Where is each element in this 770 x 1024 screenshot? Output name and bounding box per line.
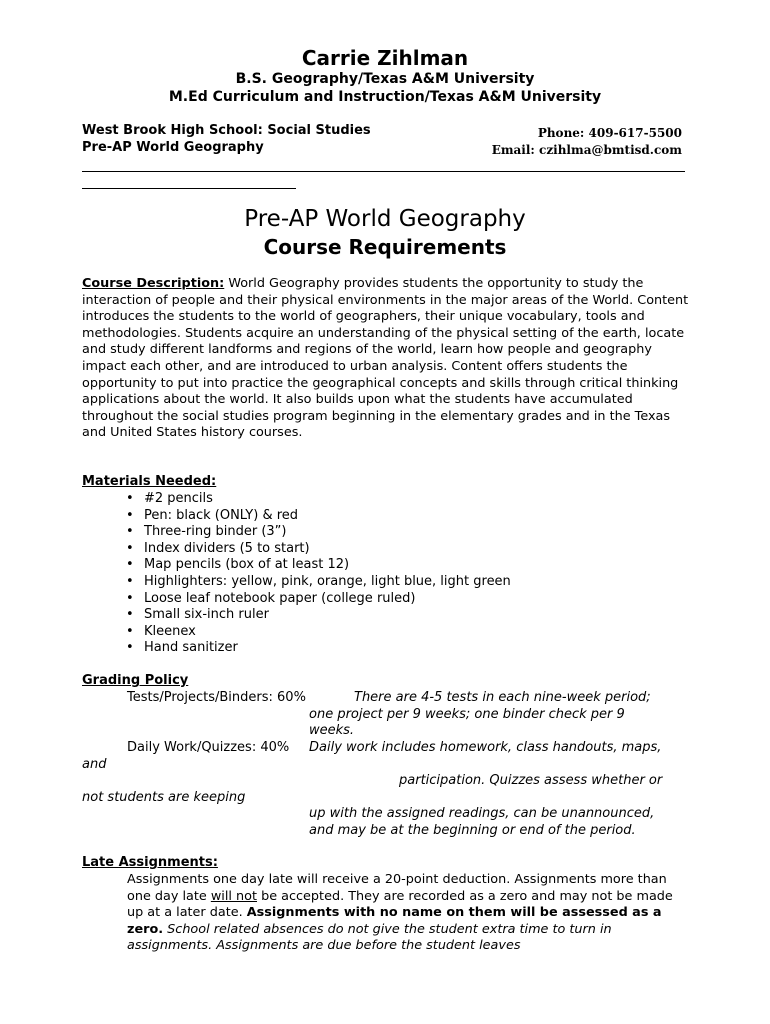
daily-weight: Daily Work/Quizzes: 40% xyxy=(127,740,290,755)
tests-note-line: one project per 9 weeks; one binder check per 9 xyxy=(309,707,625,722)
course-description-heading: Course Description: xyxy=(82,276,225,291)
credential-bs: B.S. Geography/Texas A&M University xyxy=(235,71,535,87)
late-text-part: Assignments one day late will receive a 20-point deduction. Assignments more than one day late xyxy=(127,872,667,904)
list-item: • Three-ring binder (3”) xyxy=(126,524,511,541)
late-heading: Late Assignments: xyxy=(82,855,218,870)
late-text-emphasis: will not xyxy=(210,888,258,904)
list-item: • Small six-inch ruler xyxy=(126,607,511,624)
daily-note-line: participation. Quizzes assess whether or xyxy=(399,773,663,788)
list-item: • Pen: black (ONLY) & red xyxy=(126,508,511,525)
late-text-part: be accepted. They are recorded as a zero and may not be made up at a later date. xyxy=(127,888,673,921)
divider-line-short xyxy=(82,188,296,189)
document-title: Pre-AP World Geography xyxy=(244,206,526,232)
document-subtitle: Course Requirements xyxy=(263,235,507,259)
tests-note-line: weeks. xyxy=(309,723,355,738)
credential-med: M.Ed Curriculum and Instruction/Texas A&M University xyxy=(168,89,602,105)
list-item: • #2 pencils xyxy=(126,491,511,508)
daily-note-line: not students are keeping xyxy=(82,790,246,805)
list-item: • Kleenex xyxy=(126,624,511,641)
course-description-text: World Geography provides students the opportunity to study the interaction of people and their physical environments in the major areas of the World. Content introduces the students to the world of geographers, their unique vocabulary, tools and methodologies. Students acquire an understanding of the physical setting of the earth, locate and study different landforms and regions of the world, learn how people and geography impact each other, and are introduced to urban analysis. Content offers students the opportunity to put into practice the geographical concepts and skills through critical thinking applications about the world. It also builds upon what the students have accumulated throughout the social studies program beginning in the elementary grades and in the Texas and United States history courses. xyxy=(82,276,689,441)
school-name: West Brook High School: Social Studies xyxy=(82,123,371,138)
daily-note-line: and xyxy=(82,757,107,772)
late-policy-text xyxy=(127,872,692,955)
materials-list xyxy=(126,491,511,657)
list-item: • Highlighters: yellow, pink, orange, light blue, light green xyxy=(126,574,511,591)
list-item: • Map pencils (box of at least 12) xyxy=(126,557,511,574)
list-item: • Hand sanitizer xyxy=(126,640,511,657)
late-text-bold: Assignments with no name on them will be assessed as a zero. xyxy=(127,905,662,937)
daily-note-line: and may be at the beginning or end of the period. xyxy=(309,823,636,838)
list-item: • Loose leaf notebook paper (college ruled) xyxy=(126,591,511,608)
materials-heading: Materials Needed: xyxy=(82,474,217,489)
author-name: Carrie Zihlman xyxy=(301,46,469,70)
grading-heading: Grading Policy xyxy=(82,673,189,688)
email: Email: czihlma@bmtisd.com xyxy=(491,143,682,157)
daily-note-line: up with the assigned readings, can be unannounced, xyxy=(309,806,655,821)
daily-note-line: Daily work includes homework, class handouts, maps, xyxy=(309,740,662,755)
list-item: • Index dividers (5 to start) xyxy=(126,541,511,558)
tests-note-line: There are 4-5 tests in each nine-week period; xyxy=(354,690,651,705)
tests-weight: Tests/Projects/Binders: 60% xyxy=(127,690,306,705)
phone: Phone: 409-617-5500 xyxy=(537,126,682,140)
divider-line xyxy=(82,171,685,172)
course-description xyxy=(82,276,692,442)
course-name: Pre-AP World Geography xyxy=(82,140,264,155)
late-text-italic: School related absences do not give the student extra time to turn in assignments. Assignments are due before the student leaves xyxy=(127,921,612,954)
